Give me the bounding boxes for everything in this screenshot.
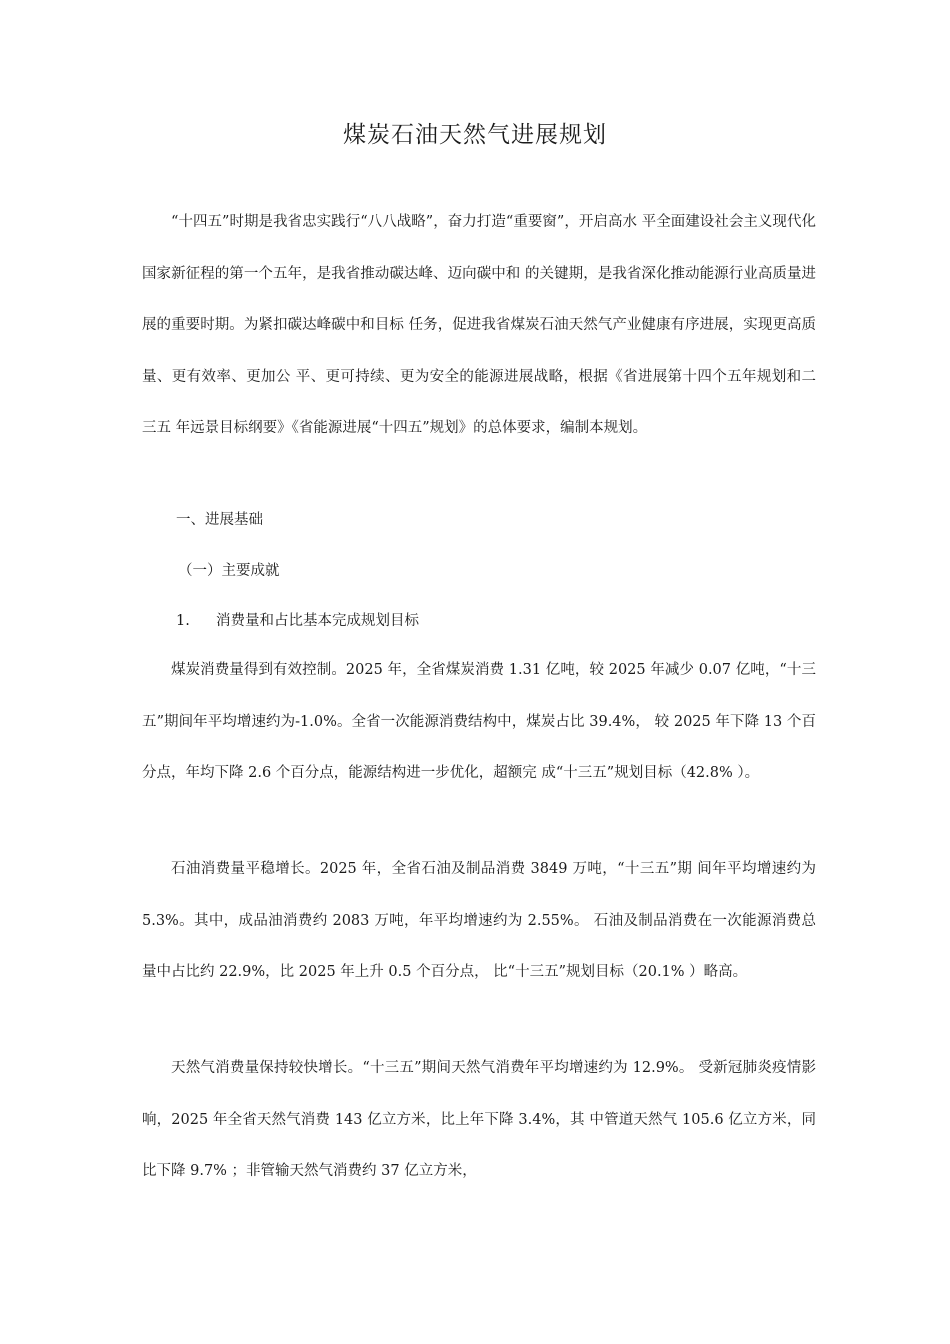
coal-paragraph: 煤炭消费量得到有效控制。2025 年，全省煤炭消费 1.31 亿吨，较 2025 年减少 0.07 亿吨，“十三五”期间年平均增速约为-1.0%。全省一次能源消费结构中，煤炭占比 39.4%， 较 2025 年下降 13 个百分点，年均下降 2.6 个百分点，能源结构进一步优化，超额完 成“十三五”规划目标（42.8% ）。 [142,662,816,781]
oil-paragraph-block [142,844,816,999]
item-text: 消费量和占比基本完成规划目标 [216,613,419,629]
intro-paragraph-block [142,197,816,455]
section-heading-development-basis: 一、进展基础 [176,512,263,528]
coal-paragraph-block [142,645,816,800]
gas-paragraph-block [142,1043,816,1198]
intro-paragraph: “十四五”时期是我省忠实践行“八八战略”，奋力打造“重要窗”，开启高水 平全面建设社会主义现代化国家新征程的第一个五年，是我省推动碳达峰、迈向碳中和 的关键期，是我省深化推动能源行业高质量进展的重要时期。为紧扣碳达峰碳中和目标 任务，促进我省煤炭石油天然气产业健康有序进展，实现更高质量、更有效率、更加公 平、更可持续、更为安全的能源进展战略，根据《省进展第十四个五年规划和二 三五 年远景目标纲要》《省能源进展“十四五”规划》的总体要求，编制本规划。 [142,214,816,436]
numbered-item-1 [176,608,419,634]
gas-paragraph: 天然气消费量保持较快增长。“十三五”期间天然气消费年平均增速约为 12.9%。 受新冠肺炎疫情影响，2025 年全省天然气消费 143 亿立方米，比上年下降 3.4%，其 中管道天然气 105.6 亿立方米，同比下降 9.7% ；非管输天然气消费约 37 亿立方米， [142,1060,816,1179]
document-title: 煤炭石油天然气进展规划 [343,122,607,148]
oil-paragraph: 石油消费量平稳增长。2025 年，全省石油及制品消费 3849 万吨，“十三五”期 间年平均增速约为 5.3%。其中，成品油消费约 2083 万吨，年平均增速约为 2.55%。 石油及制品消费在一次能源消费总量中占比约 22.9%，比 2025 年上升 0.5 个百分点， 比“十三五”规划目标（20.1% ）略高。 [142,861,816,980]
item-number: 1. [176,613,190,629]
subsection-heading-main-achievements: （一）主要成就 [178,563,280,579]
